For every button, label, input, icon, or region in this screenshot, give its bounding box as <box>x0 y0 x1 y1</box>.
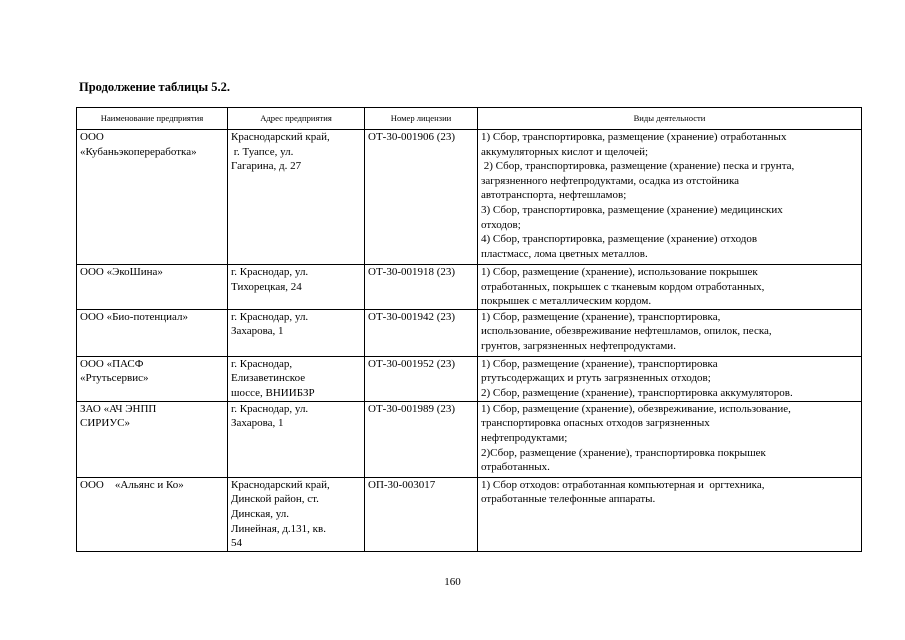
table-row <box>77 401 862 477</box>
cell-enterprise-address-line: г. Краснодар, ул. <box>231 266 309 278</box>
cell-activities <box>478 356 862 401</box>
cell-activities-line: 1) Сбор, размещение (хранение), использование покрышек <box>481 266 758 278</box>
cell-activities <box>478 265 862 310</box>
cell-activities-line: 1) Сбор, размещение (хранение), обезвреживание, использование, <box>481 402 791 415</box>
cell-license-number <box>365 130 478 265</box>
cell-license-number-line: ОТ-30-001942 (23) <box>368 310 456 323</box>
table-row <box>77 356 862 401</box>
cell-activities <box>478 130 862 265</box>
cell-enterprise-name-line: «Кубаньэкопереработка» <box>80 145 197 158</box>
cell-activities-line: транспортировка опасных отходов загрязненных <box>481 417 710 430</box>
page-number: 160 <box>444 576 461 588</box>
cell-enterprise-address-line: г. Краснодар, <box>231 357 293 370</box>
cell-enterprise-address-line: Динской район, ст. <box>231 493 319 506</box>
cell-enterprise-address-line: 54 <box>231 537 242 550</box>
cell-activities-line: покрышек с металлическим кордом. <box>481 295 652 308</box>
cell-activities-line: отработанные телефонные аппараты. <box>481 493 656 506</box>
cell-enterprise-name-line: ООО «ПАСФ <box>80 357 144 370</box>
cell-activities-line: 3) Сбор, транспортировка, размещение (хранение) медицинских <box>481 203 783 216</box>
cell-enterprise-name <box>77 356 228 401</box>
table-row <box>77 130 862 265</box>
cell-enterprise-address-line: г. Краснодар, ул. <box>231 402 309 415</box>
cell-activities <box>478 401 862 477</box>
cell-enterprise-address-line: Линейная, д.131, кв. <box>231 522 326 535</box>
cell-activities <box>478 309 862 356</box>
table-row <box>77 477 862 551</box>
cell-enterprise-address-line: Елизаветинское <box>231 372 306 385</box>
cell-enterprise-name-line: «Ртутьсервис» <box>80 372 149 385</box>
cell-activities-line: аккумуляторных кислот и щелочей; <box>481 145 649 158</box>
cell-activities-line: 4) Сбор, транспортировка, размещение (хранение) отходов <box>481 233 758 246</box>
cell-enterprise-name <box>77 477 228 551</box>
cell-activities-line: 1) Сбор, размещение (хранение), транспортировка, <box>481 310 721 323</box>
cell-enterprise-address-line: Тихорецкая, 24 <box>231 280 302 293</box>
cell-activities-line: нефтепродуктами; <box>481 431 568 444</box>
cell-activities-line: 1) Сбор отходов: отработанная компьютерная и оргтехника, <box>481 478 765 491</box>
cell-license-number <box>365 401 478 477</box>
cell-enterprise-address <box>228 130 365 265</box>
cell-activities-line: грунтов, загрязненных нефтепродуктами. <box>481 339 676 352</box>
cell-enterprise-address-line: Захарова, 1 <box>231 417 284 430</box>
cell-enterprise-name-line: СИРИУС» <box>80 417 130 430</box>
cell-license-number-line: ОП-30-003017 <box>368 478 436 491</box>
table-caption: Продолжение таблицы 5.2. <box>79 80 231 94</box>
cell-enterprise-address <box>228 309 365 356</box>
cell-enterprise-address-line: Динская, ул. <box>231 507 290 520</box>
cell-activities-line: отработанных, покрышек с тканевым кордом отработанных, <box>481 280 765 293</box>
cell-license-number-line: ОТ-30-001952 (23) <box>368 357 456 370</box>
cell-license-number <box>365 309 478 356</box>
cell-enterprise-address-line: Краснодарский край, <box>231 478 330 491</box>
cell-license-number <box>365 356 478 401</box>
cell-enterprise-address-line: г. Краснодар, ул. <box>231 310 309 323</box>
cell-activities-line: использование, обезвреживание нефтешламов, опилок, песка, <box>481 325 772 338</box>
cell-enterprise-address-line: г. Туапсе, ул. <box>231 145 294 158</box>
cell-activities-line: 2) Сбор, размещение (хранение), транспортировка аккумуляторов. <box>481 386 793 399</box>
cell-enterprise-name <box>77 401 228 477</box>
cell-enterprise-address-line: Захарова, 1 <box>231 325 284 338</box>
cell-license-number <box>365 265 478 310</box>
cell-license-number-line: ОТ-30-001906 (23) <box>368 131 456 143</box>
cell-activities-line: 1) Сбор, транспортировка, размещение (хранение) отработанных <box>481 131 787 143</box>
cell-enterprise-address-line: шоссе, ВНИИБЗР <box>231 386 315 399</box>
cell-activities-line: отходов; <box>481 218 521 231</box>
enterprise-table <box>76 107 862 552</box>
cell-enterprise-address <box>228 401 365 477</box>
cell-enterprise-name-line: ООО «ЭкоШина» <box>80 266 163 278</box>
cell-enterprise-address-line: Краснодарский край, <box>231 131 330 143</box>
cell-activities-line: 2) Сбор, транспортировка, размещение (хранение) песка и грунта, <box>481 160 795 173</box>
cell-activities-line: автотранспорта, нефтешламов; <box>481 189 627 202</box>
header-activities: Виды деятельности <box>478 108 862 130</box>
cell-enterprise-name-line: ЗАО «АЧ ЭНПП <box>80 402 157 415</box>
cell-activities <box>478 477 862 551</box>
header-license-number: Номер лицензии <box>365 108 478 130</box>
cell-enterprise-address-line: Гагарина, д. 27 <box>231 160 302 173</box>
cell-enterprise-name-line: ООО «Альянс и Ко» <box>80 478 184 491</box>
cell-activities-line: 1) Сбор, размещение (хранение), транспортировка <box>481 357 718 370</box>
cell-enterprise-name <box>77 309 228 356</box>
cell-enterprise-address <box>228 265 365 310</box>
table-body <box>77 130 862 552</box>
header-enterprise-address: Адрес предприятия <box>228 108 365 130</box>
cell-activities-line: загрязненного нефтепродуктами, осадка из отстойника <box>481 174 740 187</box>
cell-activities-line: отработанных. <box>481 461 550 474</box>
table-row <box>77 265 862 310</box>
header-enterprise-name: Наименование предприятия <box>77 108 228 130</box>
cell-enterprise-name <box>77 265 228 310</box>
cell-enterprise-name-line: ООО <box>80 131 104 143</box>
cell-license-number-line: ОТ-30-001918 (23) <box>368 266 456 278</box>
cell-license-number-line: ОТ-30-001989 (23) <box>368 402 456 415</box>
table-header-row <box>77 108 862 130</box>
cell-activities-line: пластмасс, лома цветных металлов. <box>481 247 648 260</box>
cell-enterprise-address <box>228 477 365 551</box>
cell-activities-line: 2)Сбор, размещение (хранение), транспортировка покрышек <box>481 446 766 459</box>
table-row <box>77 309 862 356</box>
cell-enterprise-address <box>228 356 365 401</box>
cell-license-number <box>365 477 478 551</box>
cell-enterprise-name <box>77 130 228 265</box>
cell-enterprise-name-line: ООО «Био-потенциал» <box>80 310 189 323</box>
cell-activities-line: ртутьсодержащих и ртуть загрязненных отходов; <box>481 372 711 385</box>
